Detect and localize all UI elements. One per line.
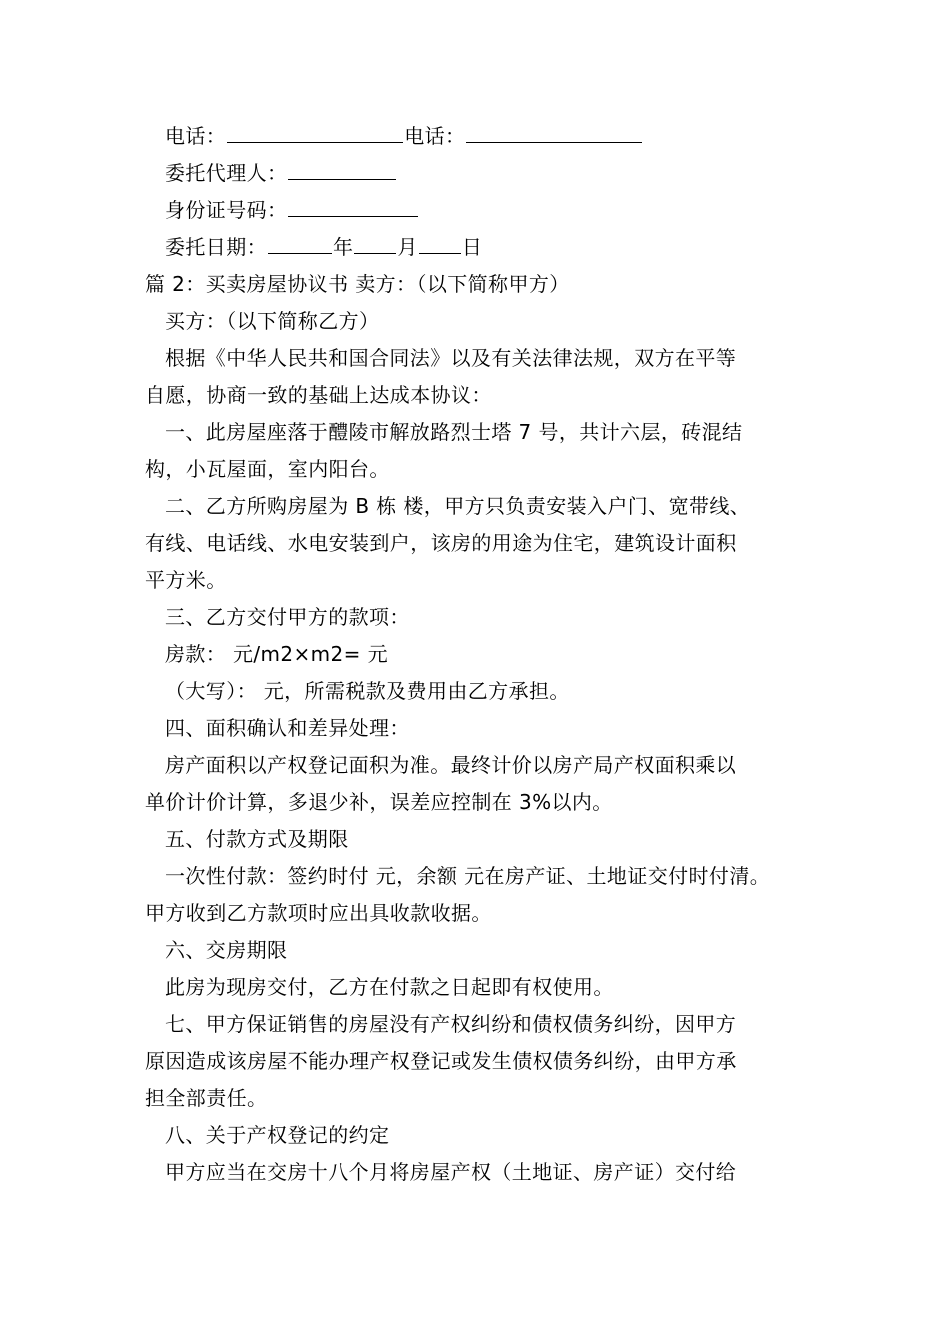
agent-blank[interactable] bbox=[288, 159, 396, 180]
agent-label: 委托代理人： bbox=[165, 161, 288, 185]
day-blank[interactable] bbox=[419, 233, 461, 254]
clause-2-line: 平方米。 bbox=[145, 568, 227, 592]
clause-7-line: 担全部责任。 bbox=[145, 1086, 268, 1110]
clause-2-line: 二、乙方所购房屋为 B 栋 楼，甲方只负责安装入户门、宽带线、 bbox=[165, 494, 751, 518]
clause-4-line: 房产面积以产权登记面积为准。最终计价以房产局产权面积乘以 bbox=[165, 753, 737, 777]
clause-6-heading: 六、交房期限 bbox=[165, 938, 288, 962]
clause-1-line: 一、此房屋座落于醴陵市解放路烈士塔 7 号，共计六层，砖混结 bbox=[165, 420, 743, 444]
clause-5-line: 甲方收到乙方款项时应出具收款收据。 bbox=[145, 901, 492, 925]
id-number-blank[interactable] bbox=[288, 196, 418, 217]
phone-label-a: 电话： bbox=[165, 124, 227, 148]
clause-5-line: 一次性付款：签约时付 元，余额 元在房产证、土地证交付时付清。 bbox=[165, 864, 771, 888]
date-line bbox=[165, 233, 482, 261]
year-label: 年 bbox=[333, 235, 354, 259]
day-label: 日 bbox=[461, 235, 483, 259]
agent-line bbox=[165, 159, 397, 187]
clause-7-line: 原因造成该房屋不能办理产权登记或发生债权债务纠纷，由甲方承 bbox=[145, 1049, 737, 1073]
clause-4-line: 单价计价计算，多退少补，误差应控制在 3%以内。 bbox=[145, 790, 613, 814]
phone-blank-b[interactable] bbox=[466, 122, 642, 143]
clause-3-line: （大写）： 元，所需税款及费用由乙方承担。 bbox=[165, 679, 570, 703]
id-number-line bbox=[165, 196, 419, 224]
date-label: 委托日期： bbox=[165, 235, 267, 259]
clause-4-heading: 四、面积确认和差异处理： bbox=[165, 716, 410, 740]
phone-line bbox=[165, 122, 643, 150]
clause-6-line: 此房为现房交付，乙方在付款之日起即有权使用。 bbox=[165, 975, 614, 999]
clause-2-line: 有线、电话线、水电安装到户，该房的用途为住宅，建筑设计面积 bbox=[145, 531, 737, 555]
buyer-line: 买方：（以下简称乙方） bbox=[165, 309, 380, 333]
clause-3-heading: 三、乙方交付甲方的款项： bbox=[165, 605, 410, 629]
clause-7-line: 七、甲方保证销售的房屋没有产权纠纷和债权债务纠纷，因甲方 bbox=[165, 1012, 737, 1036]
section-title: 篇 2：买卖房屋协议书 卖方：（以下简称甲方） bbox=[145, 272, 570, 296]
clause-8-line: 甲方应当在交房十八个月将房屋产权（土地证、房产证）交付给 bbox=[165, 1160, 737, 1184]
paragraph-line: 根据《中华人民共和国合同法》以及有关法律法规，双方在平等 bbox=[165, 346, 737, 370]
paragraph-line: 自愿，协商一致的基础上达成本协议： bbox=[145, 383, 492, 407]
phone-blank-a[interactable] bbox=[227, 122, 403, 143]
clause-8-heading: 八、关于产权登记的约定 bbox=[165, 1123, 390, 1147]
clause-5-heading: 五、付款方式及期限 bbox=[165, 827, 349, 851]
id-number-label: 身份证号码： bbox=[165, 198, 288, 222]
month-blank[interactable] bbox=[354, 233, 396, 254]
phone-label-b: 电话： bbox=[404, 124, 466, 148]
clause-3-line: 房款： 元/m2×m2= 元 bbox=[165, 642, 388, 666]
year-blank[interactable] bbox=[268, 233, 332, 254]
clause-1-line: 构，小瓦屋面，室内阳台。 bbox=[145, 457, 390, 481]
month-label: 月 bbox=[397, 235, 418, 259]
